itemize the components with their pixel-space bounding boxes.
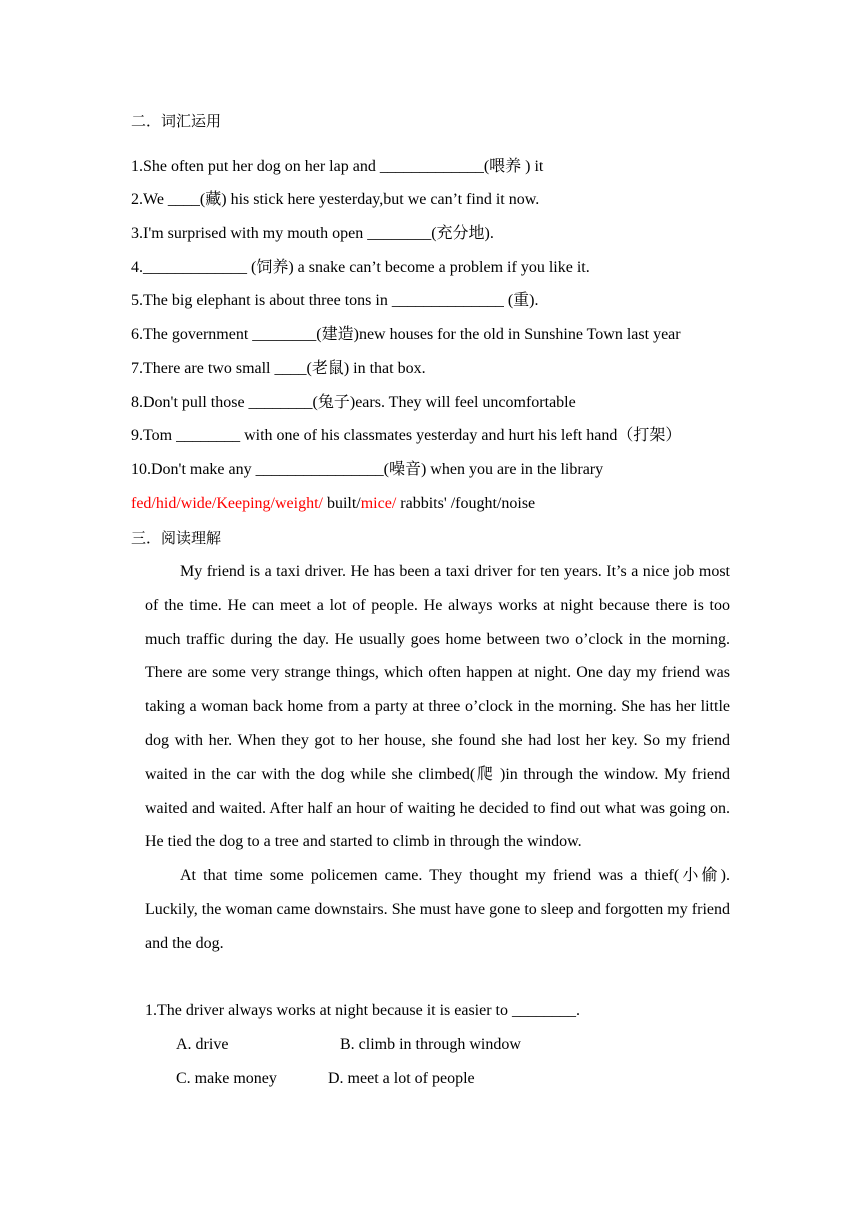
vocab-item-1 <box>131 157 543 177</box>
item-text-after: (老鼠) in that box. <box>306 360 426 377</box>
item-text-after: (噪音) when you are in the library <box>383 461 604 478</box>
item-text-after: (饲养) a snake can’t become a problem if you like it. <box>247 259 590 276</box>
vocab-item-5 <box>131 291 539 311</box>
option-a[interactable]: A. drive <box>176 1036 229 1053</box>
item-number: 8. <box>131 394 143 411</box>
vocab-item-4 <box>131 258 590 278</box>
item-number: 6. <box>131 326 143 343</box>
answer-blank[interactable]: ______________ <box>391 292 504 309</box>
answer-blank[interactable]: _____________ <box>143 259 247 276</box>
vocab-item-7 <box>131 359 426 379</box>
answer-blank[interactable]: ____ <box>167 191 200 208</box>
item-number: 10. <box>131 461 151 478</box>
item-text-after: (建造)new houses for the old in Sunshine Town last year <box>316 326 681 343</box>
passage-paragraph-2: At that time some policemen came. They thought my friend was a thief(小偷). Luckily, the woman came downstairs. She must have gone to sleep and forgotten my friend and the dog. <box>145 867 730 952</box>
answer-key-black-1: built/ <box>322 495 361 512</box>
vocab-item-6 <box>131 325 681 345</box>
answer-key-black-2: rabbits' /fought/noise <box>396 495 536 512</box>
option-b[interactable]: B. climb in through window <box>340 1036 521 1053</box>
vocab-item-3 <box>131 224 494 244</box>
answer-key-red-2: mice/ <box>360 495 397 512</box>
item-number: 4. <box>131 259 143 276</box>
answer-blank[interactable]: ________ <box>176 427 241 444</box>
item-number: 7. <box>131 360 143 377</box>
item-text-before: The government <box>143 326 253 343</box>
item-text-before: We <box>143 191 168 208</box>
item-text-before: Tom <box>143 427 177 444</box>
vocab-item-9 <box>131 426 681 446</box>
item-number: 1. <box>131 158 143 175</box>
option-c[interactable]: C. make money <box>176 1070 277 1087</box>
answer-key <box>131 494 535 514</box>
section-heading-vocabulary: 二．词汇运用 <box>131 112 222 130</box>
item-text-before: I'm surprised with my mouth open <box>143 225 368 242</box>
answer-key-red-1: fed/hid/wide/Keeping/weight/ <box>131 495 323 512</box>
item-number: 3. <box>131 225 143 242</box>
passage-paragraph-1: My friend is a taxi driver. He has been a taxi driver for ten years. It’s a nice job most of the time. He can meet a lot of people. He always works at night because there is too much traffic during the day. He usually goes home between two o’clock in the morning. There are some very strange things, which often happen at night. One day my friend was taking a woman back home from a party at three o’clock in the morning. She has her little dog with her. When they got to her house, she found she had lost her key. So my friend waited in the car with the dog while she climbed(爬 )in through the window. My friend waited and waited. After half an hour of waiting he decided to find out what was going on. He tied the dog to a tree and started to climb in through the window. <box>145 563 730 851</box>
item-text-before: She often put her dog on her lap and <box>143 158 380 175</box>
item-text-before: Don't make any <box>151 461 256 478</box>
item-text-after: (藏) his stick here yesterday,but we can’t find it now. <box>199 191 540 208</box>
vocab-item-2 <box>131 190 539 210</box>
option-d[interactable]: D. meet a lot of people <box>328 1070 475 1087</box>
answer-blank[interactable]: _____________ <box>379 158 484 175</box>
item-number: 2. <box>131 191 143 208</box>
answer-blank[interactable]: ________________ <box>255 461 384 478</box>
item-text-after: (兔子)ears. They will feel uncomfortable <box>312 394 576 411</box>
answer-blank[interactable]: ________ <box>252 326 317 343</box>
item-text-after: (喂养 ) it <box>483 158 544 175</box>
item-text-after: with one of his classmates yesterday and hurt his left hand（打架） <box>240 427 682 444</box>
vocab-item-8 <box>131 393 576 413</box>
answer-blank[interactable]: ________ <box>248 394 313 411</box>
vocab-item-10 <box>131 460 603 480</box>
answer-blank[interactable]: ________ <box>367 225 432 242</box>
question-1-stem: 1.The driver always works at night because it is easier to ________. <box>145 1002 580 1019</box>
item-text-before: The big elephant is about three tons in <box>143 292 392 309</box>
item-text-after: (充分地). <box>431 225 494 242</box>
answer-blank[interactable]: ____ <box>274 360 307 377</box>
section-heading-reading: 三．阅读理解 <box>131 529 222 547</box>
item-number: 5. <box>131 292 143 309</box>
item-number: 9. <box>131 427 143 444</box>
item-text-after: (重). <box>503 292 539 309</box>
item-text-before: There are two small <box>143 360 275 377</box>
item-text-before: Don't pull those <box>143 394 249 411</box>
reading-passage <box>145 555 730 961</box>
